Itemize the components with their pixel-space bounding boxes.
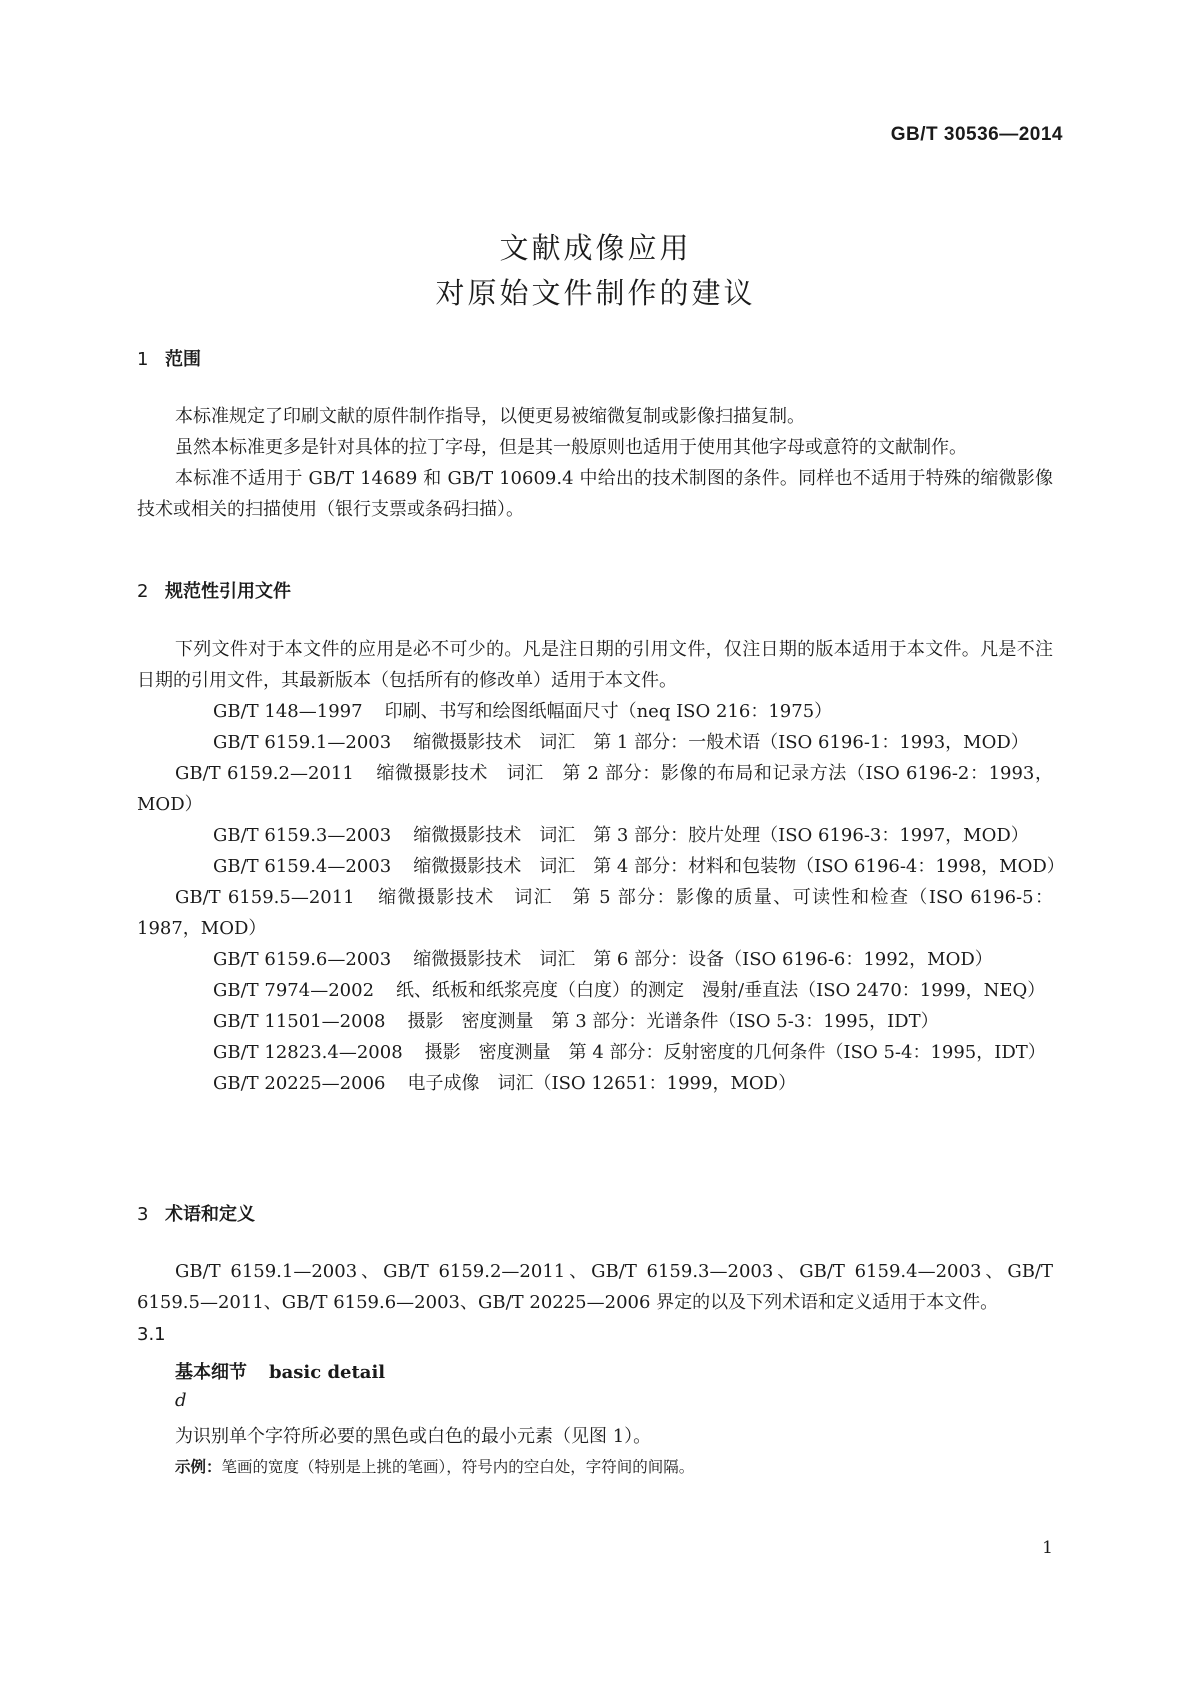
reference-code: GB/T 6159.1—2003 bbox=[213, 732, 392, 753]
reference-title: 缩微摄影技术 词汇 第 3 部分：胶片处理（ISO 6196-3：1997，MOD） bbox=[413, 825, 1029, 846]
normative-body bbox=[137, 634, 1065, 1099]
reference-item bbox=[137, 1006, 1053, 1037]
section-title: 范围 bbox=[165, 349, 201, 370]
reference-code: GB/T 6159.6—2003 bbox=[213, 949, 392, 970]
reference-title: 纸、纸板和纸浆亮度（白度）的测定 漫射/垂直法（ISO 2470：1999，NEQ） bbox=[396, 980, 1046, 1001]
term-symbol: d bbox=[175, 1390, 187, 1411]
scope-body bbox=[137, 401, 1053, 525]
scope-paragraph: 本标准不适用于 GB/T 14689 和 GB/T 10609.4 中给出的技术制图的条件。同样也不适用于特殊的缩微影像技术或相关的扫描使用（银行支票或条码扫描）。 bbox=[137, 468, 1053, 520]
normative-intro: 下列文件对于本文件的应用是必不可少的。凡是注日期的引用文件，仅注日期的版本适用于本文件。凡是不注日期的引用文件，其最新版本（包括所有的修改单）适用于本文件。 bbox=[137, 639, 1053, 691]
section-heading-scope bbox=[137, 347, 201, 373]
reference-title: 缩微摄影技术 词汇 第 2 部分：影像的布局和记录方法（ISO 6196-2：1993，MOD） bbox=[137, 763, 1053, 815]
reference-code: GB/T 12823.4—2008 bbox=[213, 1042, 403, 1063]
reference-code: GB/T 11501—2008 bbox=[213, 1011, 386, 1032]
reference-title: 缩微摄影技术 词汇 第 6 部分：设备（ISO 6196-6：1992，MOD） bbox=[413, 949, 993, 970]
reference-code: GB/T 148—1997 bbox=[213, 701, 363, 722]
scope-paragraph: 本标准规定了印刷文献的原件制作指导，以便更易被缩微复制或影像扫描复制。 bbox=[175, 406, 805, 427]
reference-code: GB/T 7974—2002 bbox=[213, 980, 375, 1001]
reference-code: GB/T 6159.5—2011 bbox=[175, 887, 355, 908]
section-number: 2 bbox=[137, 581, 149, 602]
reference-item bbox=[137, 851, 1065, 882]
scope-paragraph: 虽然本标准更多是针对具体的拉丁字母，但是其一般原则也适用于使用其他字母或意符的文献制作。 bbox=[175, 437, 967, 458]
document-title-line1: 文献成像应用 bbox=[499, 231, 692, 265]
reference-title: 缩微摄影技术 词汇 第 5 部分：影像的质量、可读性和检查（ISO 6196-5：1987，MOD） bbox=[137, 887, 1053, 939]
term-english: basic detail bbox=[269, 1362, 386, 1383]
section-heading-terms bbox=[137, 1202, 255, 1228]
section-number: 3 bbox=[137, 1204, 149, 1225]
reference-title: 摄影 密度测量 第 4 部分：反射密度的几何条件（ISO 5-4：1995，IDT） bbox=[424, 1042, 1046, 1063]
reference-item bbox=[137, 944, 1053, 975]
reference-item bbox=[137, 758, 1053, 820]
term-number: 3.1 bbox=[137, 1324, 166, 1345]
reference-item bbox=[137, 882, 1053, 944]
terms-body bbox=[137, 1256, 1053, 1318]
reference-item bbox=[137, 820, 1053, 851]
section-number: 1 bbox=[137, 349, 149, 370]
example-text: 笔画的宽度（特别是上挑的笔画），符号内的空白处，字符间的间隔。 bbox=[221, 1458, 695, 1476]
term-chinese: 基本细节 bbox=[175, 1362, 247, 1383]
reference-item bbox=[137, 727, 1053, 758]
standard-code: GB/T 30536—2014 bbox=[890, 124, 1063, 145]
document-title-line2: 对原始文件制作的建议 bbox=[435, 276, 756, 310]
term-example bbox=[175, 1455, 694, 1477]
reference-title: 印刷、书写和绘图纸幅面尺寸（neq ISO 216：1975） bbox=[384, 701, 833, 722]
term-entry bbox=[175, 1358, 385, 1384]
reference-title: 缩微摄影技术 词汇 第 4 部分：材料和包装物（ISO 6196-4：1998，MOD） bbox=[413, 856, 1065, 877]
reference-item bbox=[137, 1037, 1053, 1068]
terms-intro: GB/T 6159.1—2003、GB/T 6159.2—2011、GB/T 6159.3—2003、GB/T 6159.4—2003、GB/T 6159.5—2011、GB/T 6159.6—2003、GB/T 20225—2006 界定的以及下列术语和定义适用于本文件。 bbox=[137, 1261, 1053, 1313]
reference-code: GB/T 6159.3—2003 bbox=[213, 825, 392, 846]
reference-title: 缩微摄影技术 词汇 第 1 部分：一般术语（ISO 6196-1：1993，MOD） bbox=[413, 732, 1029, 753]
term-definition: 为识别单个字符所必要的黑色或白色的最小元素（见图 1）。 bbox=[175, 1426, 652, 1447]
section-heading-normative bbox=[137, 579, 291, 605]
reference-title: 摄影 密度测量 第 3 部分：光谱条件（ISO 5-3：1995，IDT） bbox=[407, 1011, 939, 1032]
reference-title: 电子成像 词汇（ISO 12651：1999，MOD） bbox=[407, 1073, 797, 1094]
page-number: 1 bbox=[1042, 1538, 1053, 1558]
reference-code: GB/T 6159.2—2011 bbox=[175, 763, 354, 784]
reference-item bbox=[137, 975, 1053, 1006]
reference-item bbox=[137, 1068, 1053, 1099]
reference-code: GB/T 6159.4—2003 bbox=[213, 856, 392, 877]
reference-code: GB/T 20225—2006 bbox=[213, 1073, 386, 1094]
reference-item bbox=[137, 696, 1053, 727]
example-label: 示例： bbox=[175, 1458, 222, 1476]
section-title: 术语和定义 bbox=[165, 1204, 255, 1225]
section-title: 规范性引用文件 bbox=[165, 581, 291, 602]
